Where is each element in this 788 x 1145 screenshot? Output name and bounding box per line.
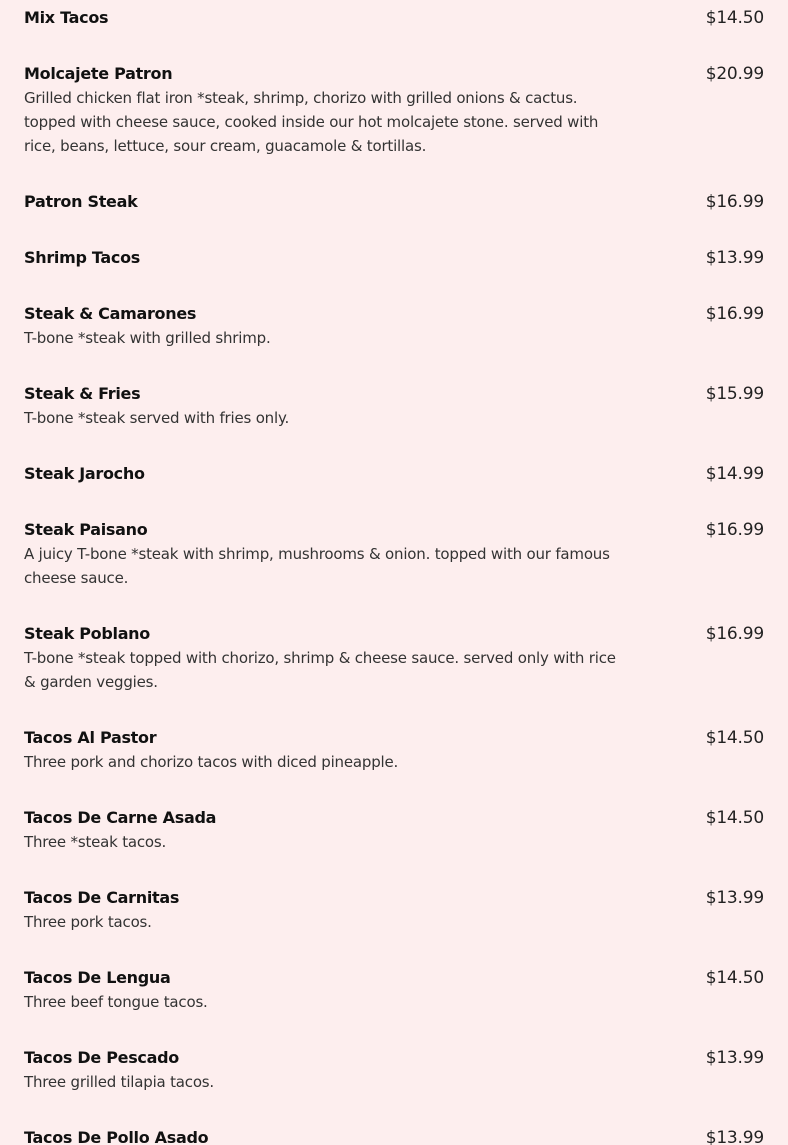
item-price: $13.99	[705, 1128, 764, 1145]
item-description: Three grilled tilapia tacos.	[24, 1073, 214, 1091]
item-name: Tacos De Pollo Asado	[24, 1128, 209, 1145]
item-name: Molcajete Patron	[24, 64, 173, 83]
item-price: $14.99	[705, 464, 764, 484]
item-price: $15.99	[705, 384, 764, 404]
item-name: Steak Paisano	[24, 520, 148, 539]
item-name: Mix Tacos	[24, 8, 109, 27]
item-price: $16.99	[705, 192, 764, 212]
item-description: A juicy T-bone *steak with shrimp, mushrooms & onion. topped with our famous cheese sauce.	[24, 545, 610, 587]
item-name: Tacos De Carnitas	[24, 888, 180, 907]
item-description: Grilled chicken flat iron *steak, shrimp, chorizo with grilled onions & cactus. topped with cheese sauce, cooked inside our hot molcajete stone. served with rice, beans, lettuce, sour cream, guacamole & tortillas.	[24, 89, 599, 155]
item-name: Tacos De Pescado	[24, 1048, 179, 1067]
item-name: Tacos Al Pastor	[24, 728, 157, 747]
item-description: Three pork and chorizo tacos with diced pineapple.	[24, 753, 399, 771]
item-name: Shrimp Tacos	[24, 248, 141, 267]
item-name: Steak Poblano	[24, 624, 150, 643]
item-price: $14.50	[705, 808, 764, 828]
item-price: $13.99	[705, 1048, 764, 1068]
item-name: Tacos De Lengua	[24, 968, 171, 987]
item-price: $16.99	[705, 624, 764, 644]
item-price: $20.99	[705, 64, 764, 84]
item-name: Tacos De Carne Asada	[24, 808, 217, 827]
item-price: $13.99	[705, 248, 764, 268]
item-name: Patron Steak	[24, 192, 138, 211]
item-name: Steak Jarocho	[24, 464, 145, 483]
item-description: Three *steak tacos.	[24, 833, 167, 851]
item-name: Steak & Camarones	[24, 304, 197, 323]
item-price: $16.99	[705, 520, 764, 540]
item-price: $13.99	[705, 888, 764, 908]
item-price: $14.50	[705, 728, 764, 748]
item-description: Three pork tacos.	[24, 913, 152, 931]
item-description: T-bone *steak served with fries only.	[24, 409, 290, 427]
item-price: $16.99	[705, 304, 764, 324]
item-description: Three beef tongue tacos.	[24, 993, 208, 1011]
item-name: Steak & Fries	[24, 384, 141, 403]
item-price: $14.50	[705, 968, 764, 988]
item-description: T-bone *steak with grilled shrimp.	[24, 329, 271, 347]
item-description: T-bone *steak topped with chorizo, shrimp & cheese sauce. served only with rice & garden veggies.	[24, 649, 616, 691]
item-price: $14.50	[705, 8, 764, 28]
